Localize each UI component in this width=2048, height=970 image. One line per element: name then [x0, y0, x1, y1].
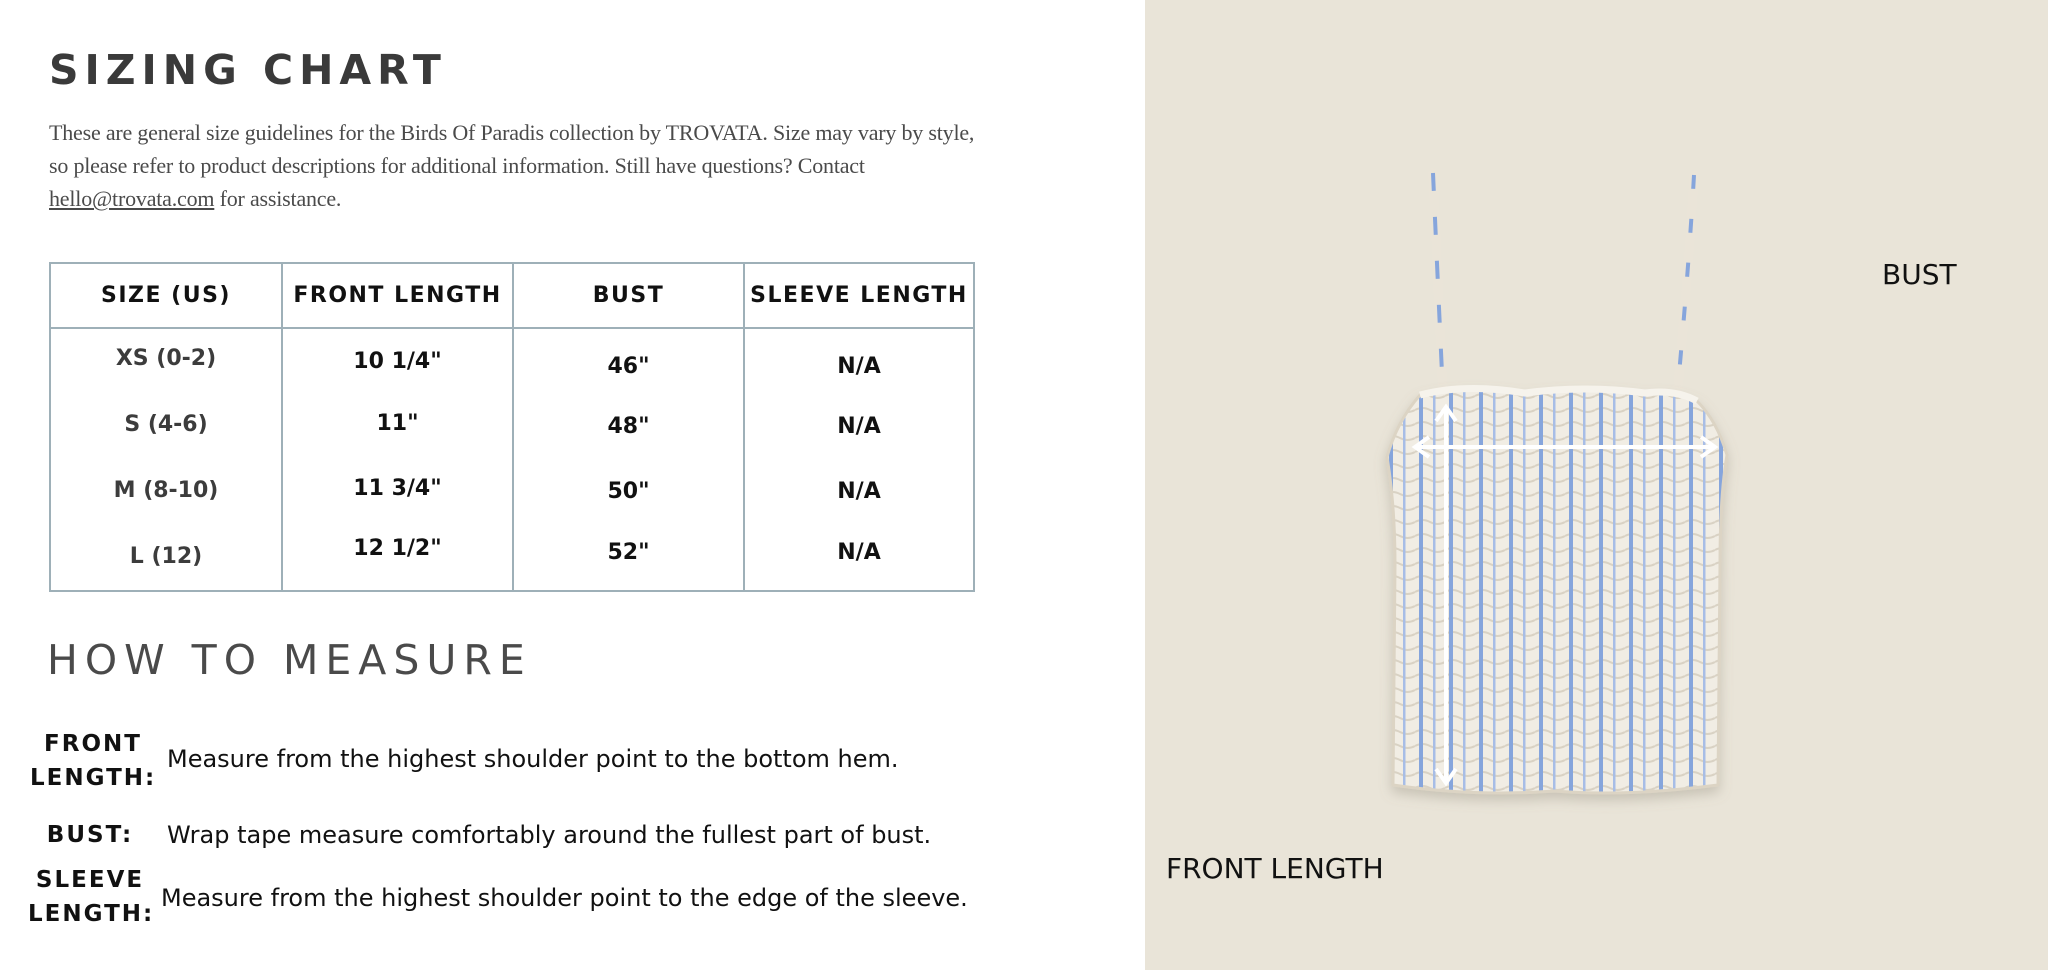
measure-label-line: SLEEVE: [35, 867, 145, 893]
cell-size-s: S (4-6): [124, 412, 208, 437]
cell-sleeve-s: N/A: [837, 414, 881, 439]
cell-size-m: M (8-10): [113, 478, 219, 503]
garment-body: [1387, 388, 1727, 793]
how-to-measure-heading: HOW TO MEASURE: [47, 636, 532, 684]
measure-label-bust: [30, 818, 150, 852]
cell-sleeve-xs: N/A: [837, 354, 881, 379]
measure-text-bust: Wrap tape measure comfortably around the fullest part of bust.: [167, 821, 932, 849]
page-title: SIZING CHART: [49, 46, 447, 94]
column-size: [51, 264, 283, 590]
bust-label: BUST: [1882, 258, 1957, 291]
column-sleeve-length: [745, 264, 973, 590]
cell-bust-l: 52": [607, 540, 650, 565]
column-header-front-length: FRONT LENGTH: [283, 264, 512, 329]
cell-bust-s: 48": [607, 414, 650, 439]
measure-text-front-length: Measure from the highest shoulder point to the bottom hem.: [167, 745, 899, 773]
column-bust: [514, 264, 745, 590]
intro-text: These are general size guidelines for the Birds Of Paradis collection by TROVATA. Size may vary by style, so please refer to product descriptions for additional information. Still have questions? Contact: [49, 120, 975, 178]
column-header-sleeve-length: SLEEVE LENGTH: [745, 264, 973, 329]
cell-front-length-m: 11 3/4": [353, 476, 442, 501]
measure-label-front-length: [30, 727, 156, 795]
measure-label-line: BUST:: [46, 822, 134, 848]
measure-label-line: LENGTH:: [28, 901, 155, 927]
cell-bust-xs: 46": [607, 354, 650, 379]
cell-front-length-l: 12 1/2": [353, 536, 442, 561]
cell-front-length-xs: 10 1/4": [353, 349, 442, 374]
cell-sleeve-l: N/A: [837, 540, 881, 565]
garment-illustration-panel: [1145, 0, 2048, 970]
contact-email-link[interactable]: hello@trovata.com: [49, 186, 215, 211]
size-table: [49, 262, 975, 592]
column-header-size: SIZE (US): [51, 264, 281, 329]
measure-label-sleeve-length: [28, 863, 155, 931]
measure-text-sleeve-length: Measure from the highest shoulder point to the edge of the sleeve.: [161, 884, 968, 912]
front-length-label: FRONT LENGTH: [1166, 852, 1384, 885]
column-front-length: [283, 264, 514, 590]
smocked-top-image: [1325, 165, 1845, 815]
cell-front-length-s: 11": [376, 411, 419, 436]
measure-label-line: LENGTH:: [30, 765, 157, 791]
intro-text-end: for assistance.: [214, 186, 342, 211]
cell-size-l: L (12): [129, 544, 203, 569]
cell-bust-m: 50": [607, 479, 650, 504]
cell-sleeve-m: N/A: [837, 479, 881, 504]
cell-size-xs: XS (0-2): [115, 346, 217, 371]
measure-label-line: FRONT: [44, 731, 142, 757]
column-header-bust: BUST: [514, 264, 743, 329]
intro-paragraph: [49, 116, 979, 215]
